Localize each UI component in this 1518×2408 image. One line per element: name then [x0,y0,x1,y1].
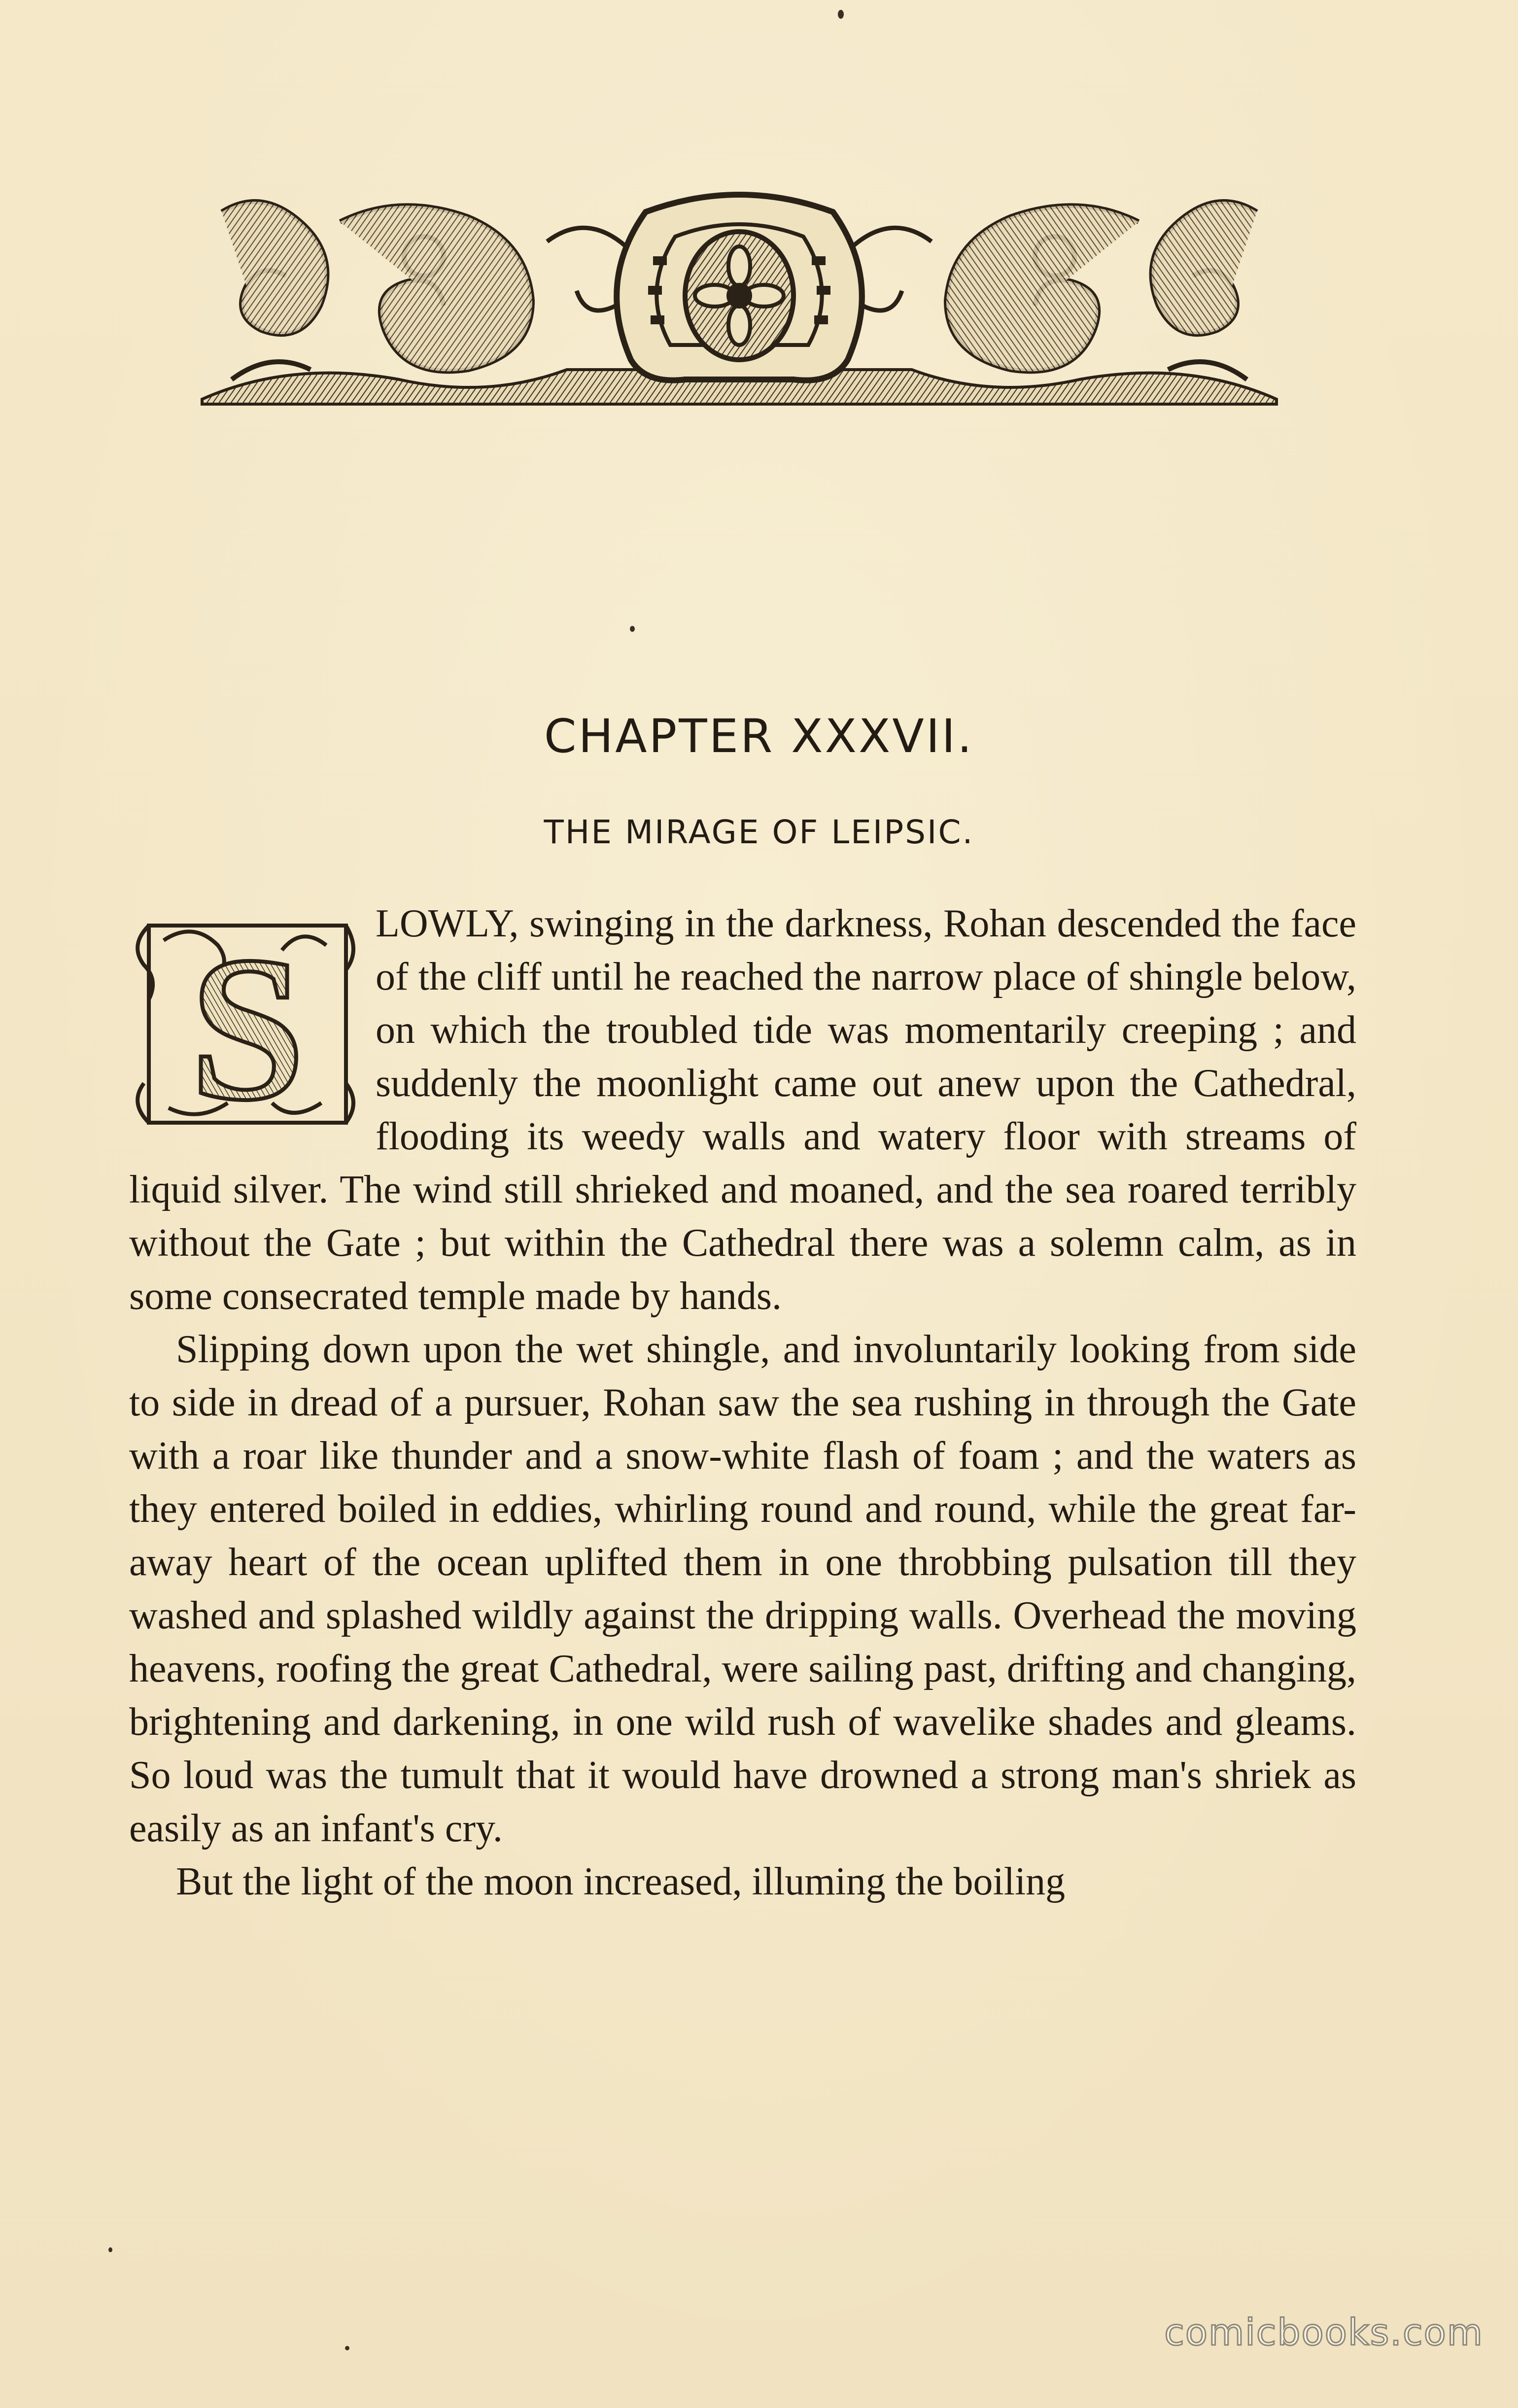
ornamental-headpiece [192,182,1286,414]
watermark: comicbooks.com [1164,2311,1484,2354]
chapter-title: CHAPTER XXXVII. [544,710,974,763]
paper-speck [630,626,635,632]
dropcap-letter: S [190,914,305,1142]
paper-speck [108,2247,112,2252]
paper-speck [345,2346,349,2350]
decorated-initial [129,906,361,1142]
body-text [129,897,1356,1908]
chapter-subtitle: THE MIRAGE OF LEIPSIC. [544,813,974,851]
paragraph-3: But the light of the moon increased, illuming the boiling [176,1860,1066,1903]
paragraph-2: Slipping down upon the wet shingle, and involuntarily looking from side to side in dread of a pursuer, Rohan saw the sea rushing in through the Gate with a roar like thunder and a snow-white flash of foam ; and the waters as they entered boiled in eddies, whirling round and round, while the great far-away heart of the ocean uplifted them in one throbbing pulsation till they washed and splashed wildly against the dripping walls. Overhead the moving heavens, roofing the great Cathedral, were sailing past, drifting and changing, brightening and darkening, in one wild rush of wavelike shades and gleams. So loud was the tumult that it would have drowned a strong man's shriek as easily as an infant's cry. [129,1328,1356,1850]
paper-speck [838,10,844,19]
paragraph-1: LOWLY, swinging in the darkness, Rohan descended the face of the cliff until he reached the narrow place of shingle below, on which the troubled tide was momentarily creeping ; and suddenly the moonlight came out anew upon the Cathedral, flooding its weedy walls and watery floor with streams of liquid silver. The wind still shrieked and moaned, and the sea roared terribly without the Gate ; but within the Cathedral there was a solemn calm, as in some consecrated temple made by hands. [129,902,1356,1318]
